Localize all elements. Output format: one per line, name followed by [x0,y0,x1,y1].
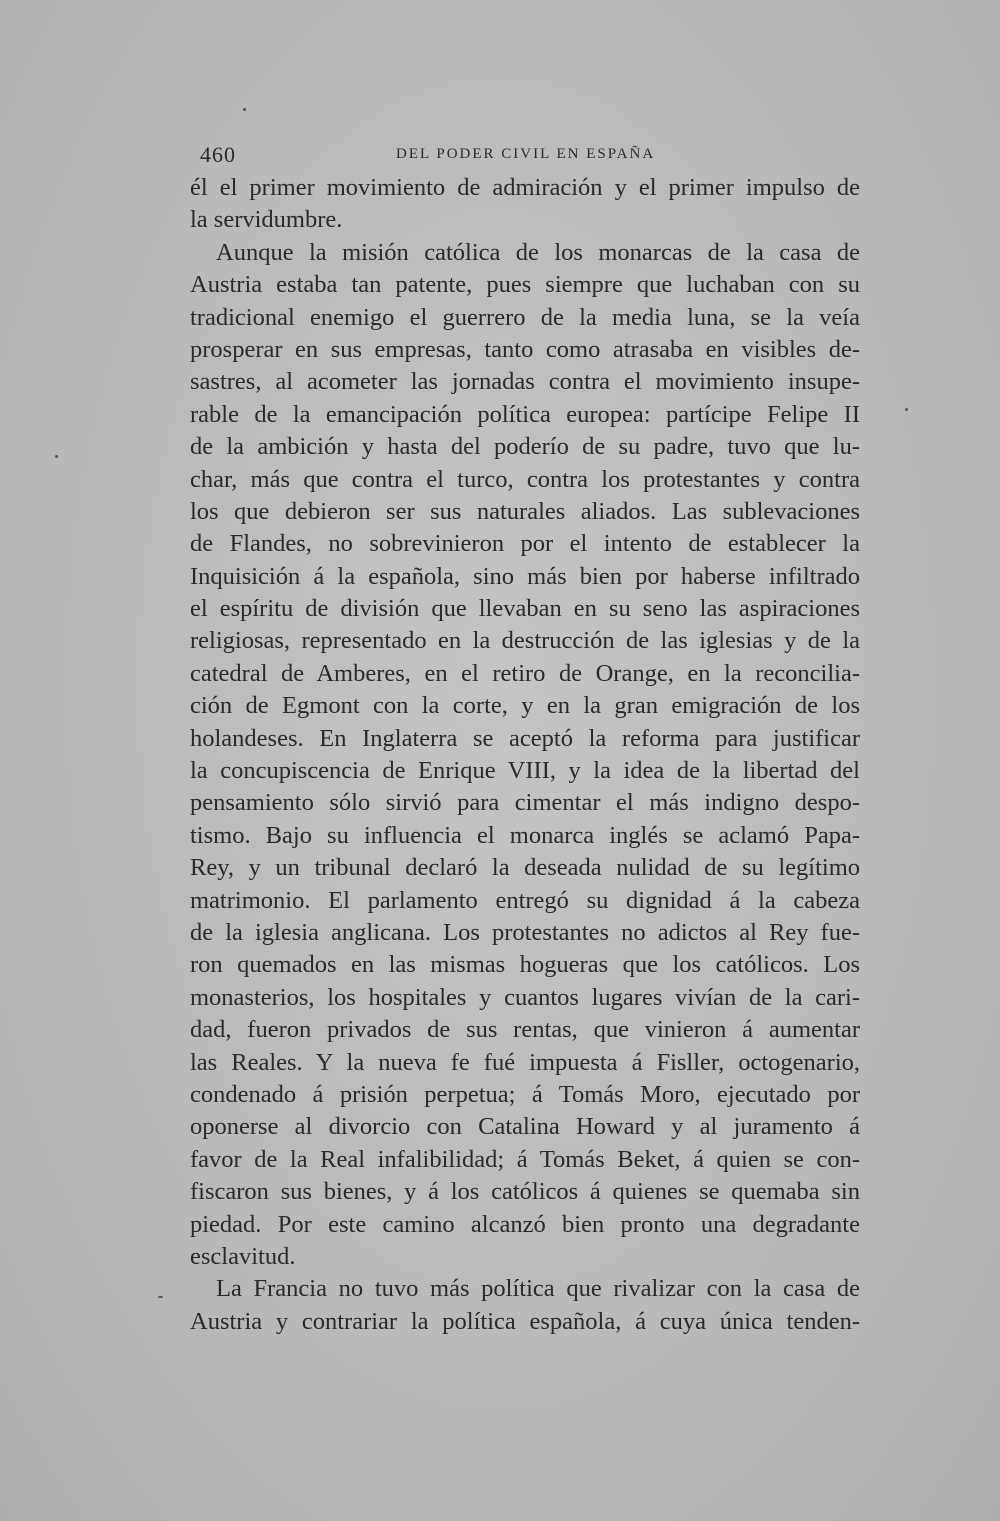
scan-speck [243,108,246,111]
text-line: la servidumbre. [190,206,343,234]
text-line: de la ambición y hasta del poderío de su padre, tuvo que lu- [190,433,860,461]
scan-speck [158,1296,163,1298]
text-line: de la iglesia anglicana. Los protestantes no adictos al Rey fue- [190,918,860,946]
text-line: holandeses. En Inglaterra se aceptó la reforma para justificar [190,724,860,752]
body-text [190,172,860,1338]
text-line: sastres, al acometer las jornadas contra el movimiento insupe- [190,368,860,396]
text-line: él el primer movimiento de admiración y el primer impulso de [190,174,860,201]
text-line: los que debieron ser sus naturales aliados. Las sublevaciones [190,497,860,525]
scan-speck [905,408,908,411]
text-line: ción de Egmont con la corte, y en la gran emigración de los [190,692,860,720]
page-number: 460 [200,142,236,167]
text-line: tradicional enemigo el guerrero de la media luna, se la veía [190,303,860,331]
text-line: fiscaron sus bienes, y á los católicos á quienes se quemaba sin [190,1178,860,1206]
text-line: oponerse al divorcio con Catalina Howard y al juramento á [190,1113,860,1141]
running-head: DEL PODER CIVIL EN ESPAÑA [396,146,656,162]
text-line: dad, fueron privados de sus rentas, que vinieron á aumentar [190,1016,860,1044]
text-line: religiosas, representado en la destrucción de las iglesias y de la [190,627,860,655]
text-line: rable de la emancipación política europea: partícipe Felipe II [190,400,860,428]
text-line: esclavitud. [190,1242,296,1270]
text-line: favor de la Real infalibilidad; á Tomás Beket, á quien se con- [190,1145,860,1173]
page-header [190,142,860,174]
text-line: catedral de Amberes, en el retiro de Orange, en la reconcilia- [190,659,860,687]
text-line: Austria estaba tan patente, pues siempre que luchaban con su [190,271,860,299]
text-line: la concupiscencia de Enrique VIII, y la idea de la libertad del [190,757,860,785]
text-line: Aunque la misión católica de los monarcas de la casa de [216,238,860,266]
scan-speck [55,455,58,458]
text-line: matrimonio. El parlamento entregó su dignidad á la cabeza [190,886,860,914]
text-line: pensamiento sólo sirvió para cimentar el más indigno despo- [190,789,860,817]
text-line: char, más que contra el turco, contra los protestantes y contra [190,465,860,493]
text-line: el espíritu de división que llevaban en su seno las aspiraciones [190,595,860,623]
text-line: La Francia no tuvo más política que rivalizar con la casa de [216,1275,860,1303]
text-line: Rey, y un tribunal declaró la deseada nulidad de su legítimo [190,854,860,882]
text-line: de Flandes, no sobrevinieron por el intento de establecer la [190,530,860,558]
text-line: piedad. Por este camino alcanzó bien pronto una degradante [190,1210,860,1238]
text-line: Austria y contrariar la política española, á cuya única tenden- [190,1307,860,1335]
text-line: Inquisición á la española, sino más bien por haberse infiltrado [190,562,860,590]
text-line: las Reales. Y la nueva fe fué impuesta á Fisller, octogenario, [190,1048,860,1076]
text-line: ron quemados en las mismas hogueras que los católicos. Los [190,951,860,979]
text-line: condenado á prisión perpetua; á Tomás Moro, ejecutado por [190,1080,860,1108]
text-line: tismo. Bajo su influencia el monarca inglés se aclamó Papa- [190,821,860,849]
text-line: monasterios, los hospitales y cuantos lugares vivían de la cari- [190,983,860,1011]
text-line: prosperar en sus empresas, tanto como atrasaba en visibles de- [190,335,860,363]
